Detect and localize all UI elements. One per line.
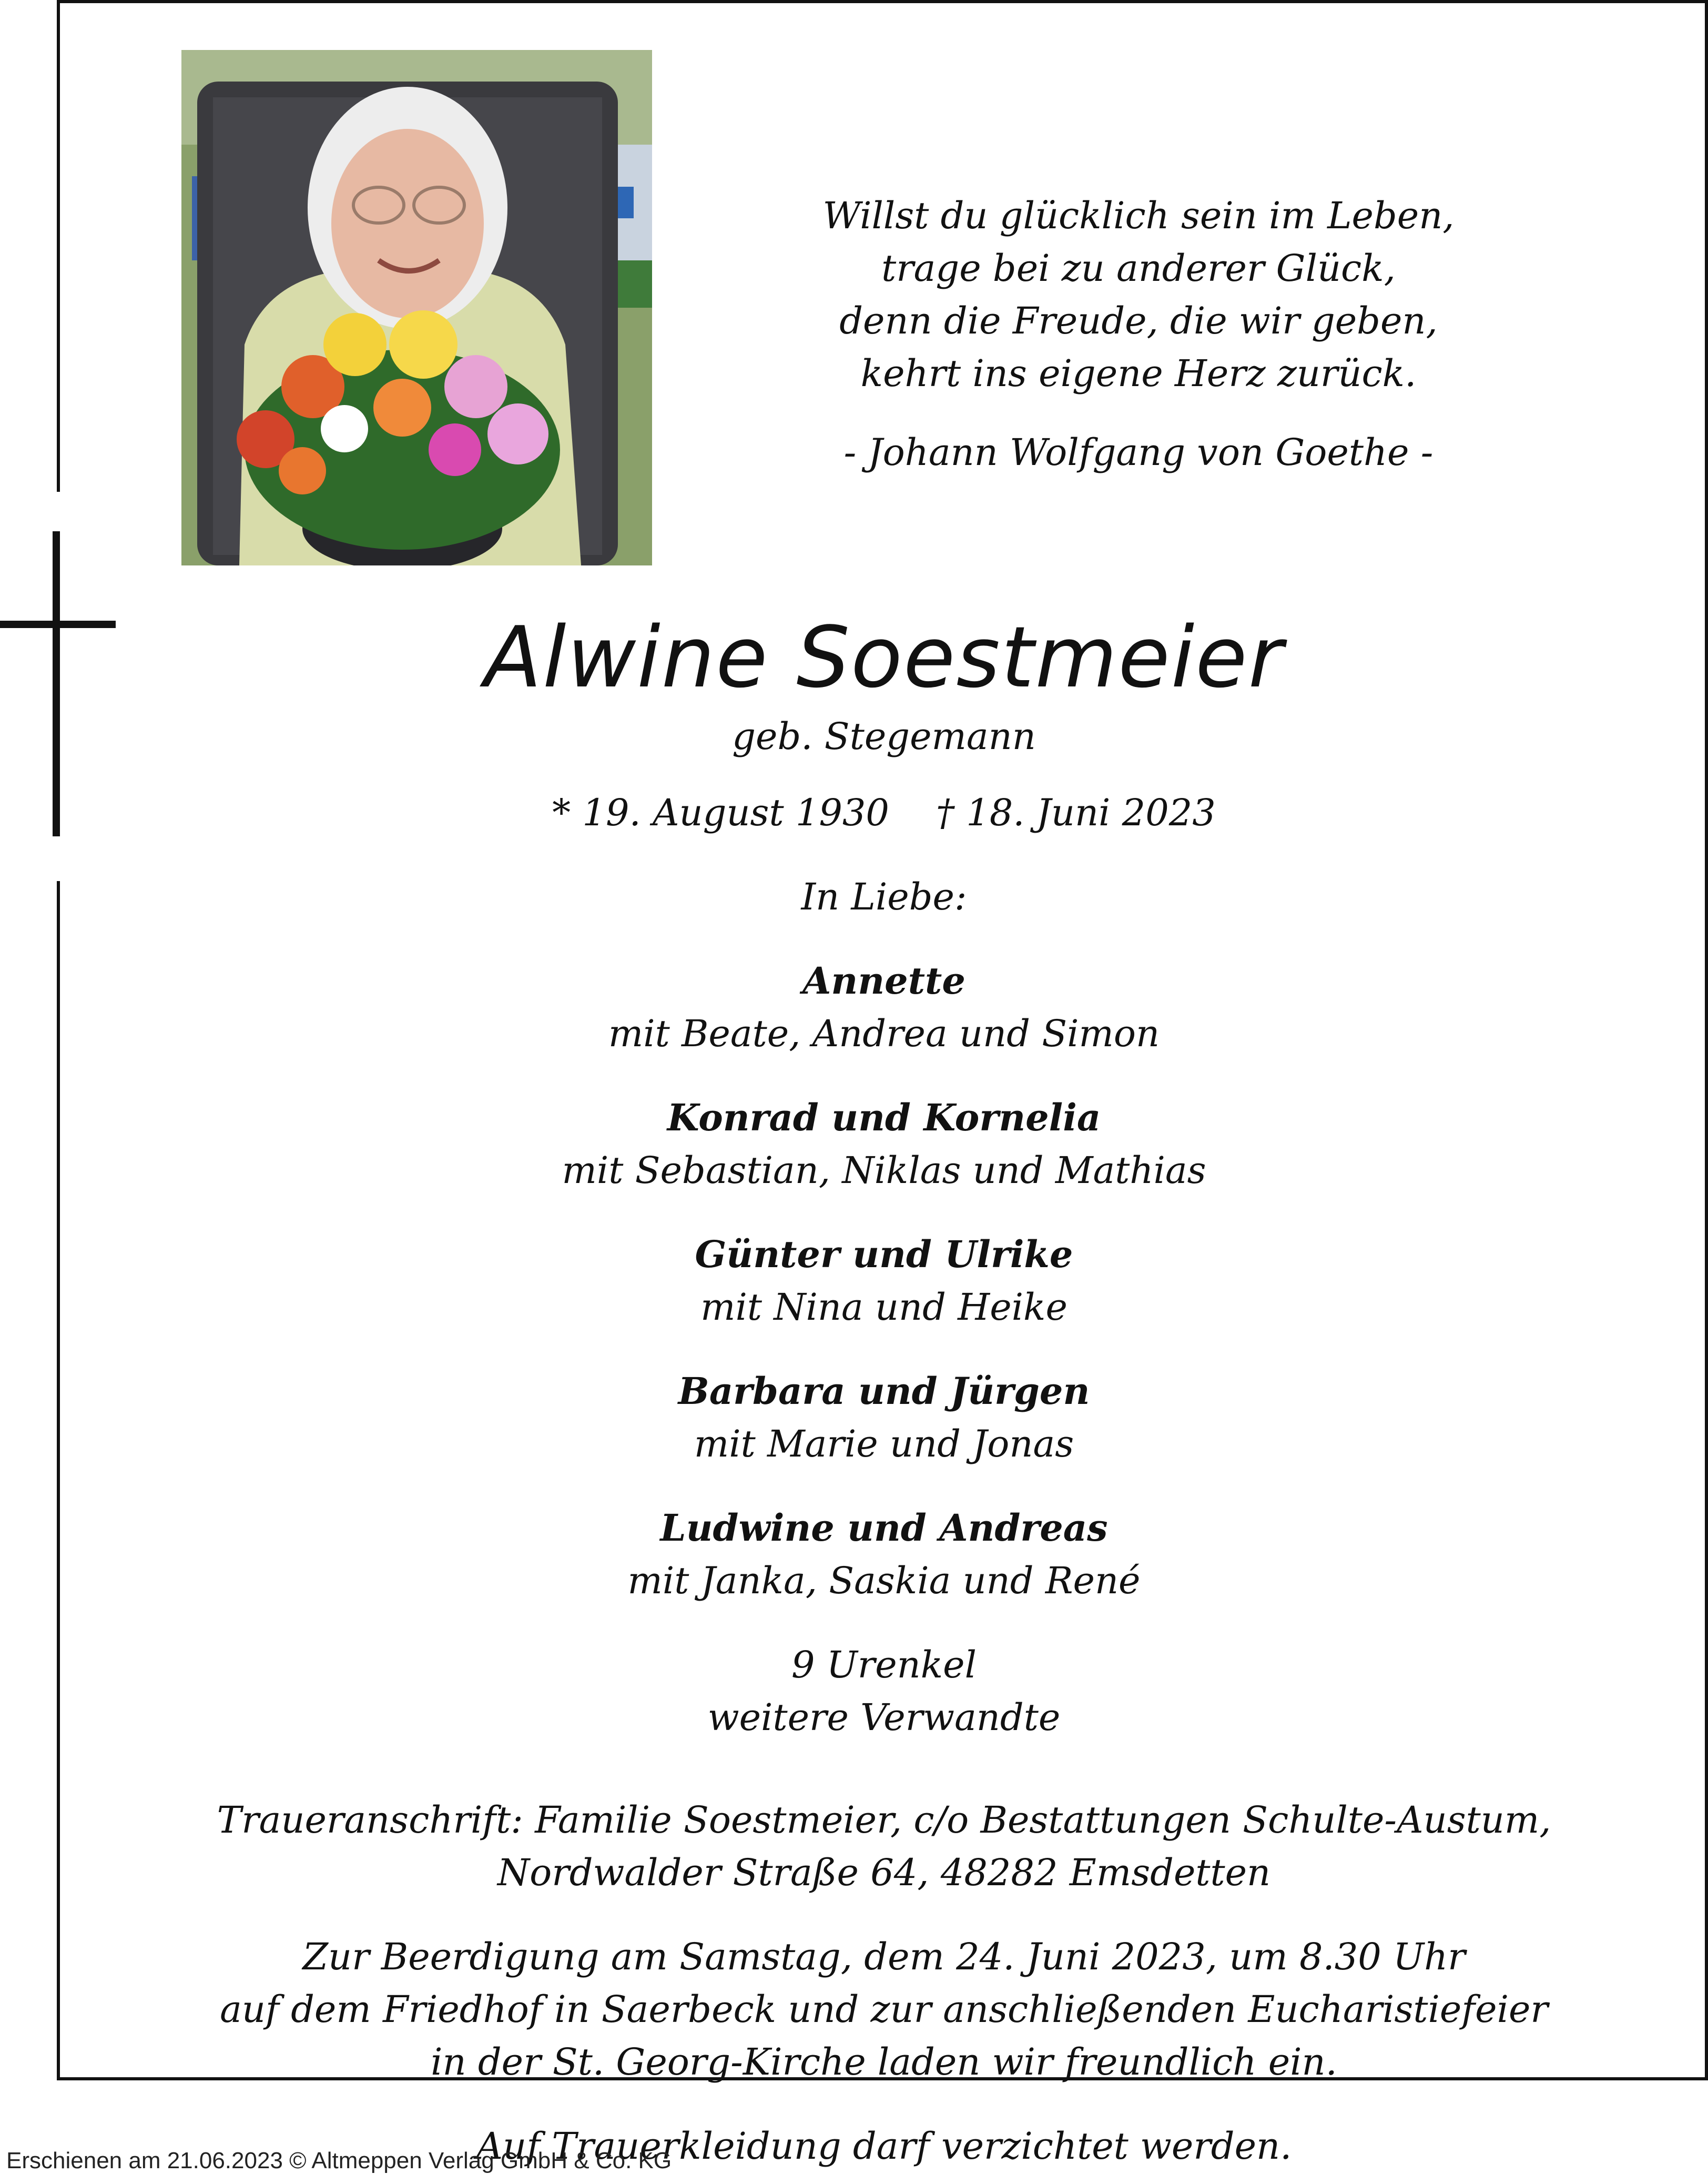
family-head: Konrad und Kornelia: [667, 1096, 1101, 1139]
mourning-address-line: Nordwalder Straße 64, 48282 Emsdetten: [497, 1851, 1271, 1894]
family-children: mit Janka, Saskia und René: [627, 1559, 1141, 1602]
family-head: Annette: [802, 959, 965, 1003]
funeral-info-line: auf dem Friedhof in Saerbeck und zur anschließenden Eucharistiefeier: [220, 1988, 1548, 2031]
deceased-name: Alwine Soestmeier: [484, 608, 1284, 706]
border-top: [57, 0, 1708, 3]
family-head: Barbara und Jürgen: [678, 1369, 1090, 1413]
family-children: mit Marie und Jonas: [694, 1422, 1074, 1465]
portrait-photo: [181, 50, 652, 565]
funeral-info-line: in der St. Georg-Kirche laden wir freundlich ein.: [431, 2040, 1337, 2084]
quote-line: denn die Freude, die wir geben,: [839, 299, 1438, 342]
family-head: Günter und Ulrike: [695, 1232, 1073, 1276]
mourning-address-line: Traueranschrift: Familie Soestmeier, c/o Bestattungen Schulte-Austum,: [217, 1798, 1551, 1842]
publication-footer: Erschienen am 21.06.2023 © Altmeppen Verlag GmbH & Co. KG: [6, 2148, 672, 2173]
quote-line: kehrt ins eigene Herz zurück.: [860, 352, 1417, 395]
goethe-quote: [705, 189, 1572, 479]
quote-line: trage bei zu anderer Glück,: [881, 247, 1396, 290]
obituary-body: [60, 605, 1708, 2172]
family-children: mit Beate, Andrea und Simon: [608, 1012, 1160, 1055]
maiden-name: geb. Stegemann: [732, 715, 1036, 758]
other-relatives: weitere Verwandte: [707, 1696, 1061, 1739]
quote-line: Willst du glücklich sein im Leben,: [822, 194, 1455, 237]
great-grandchildren: 9 Urenkel: [791, 1643, 977, 1686]
dress-note: Auf Trauerkleidung darf verzichtet werden.: [476, 2125, 1292, 2168]
mourners-intro: In Liebe:: [801, 875, 967, 918]
border-left-upper: [57, 0, 60, 492]
family-children: mit Sebastian, Niklas und Mathias: [562, 1149, 1206, 1192]
life-dates: * 19. August 1930 † 18. Juni 2023: [552, 791, 1216, 834]
family-head: Ludwine und Andreas: [660, 1506, 1108, 1550]
family-children: mit Nina und Heike: [700, 1286, 1068, 1329]
funeral-info-line: Zur Beerdigung am Samstag, dem 24. Juni 2023, um 8.30 Uhr: [302, 1935, 1466, 1978]
quote-author: - Johann Wolfgang von Goethe -: [843, 431, 1434, 474]
